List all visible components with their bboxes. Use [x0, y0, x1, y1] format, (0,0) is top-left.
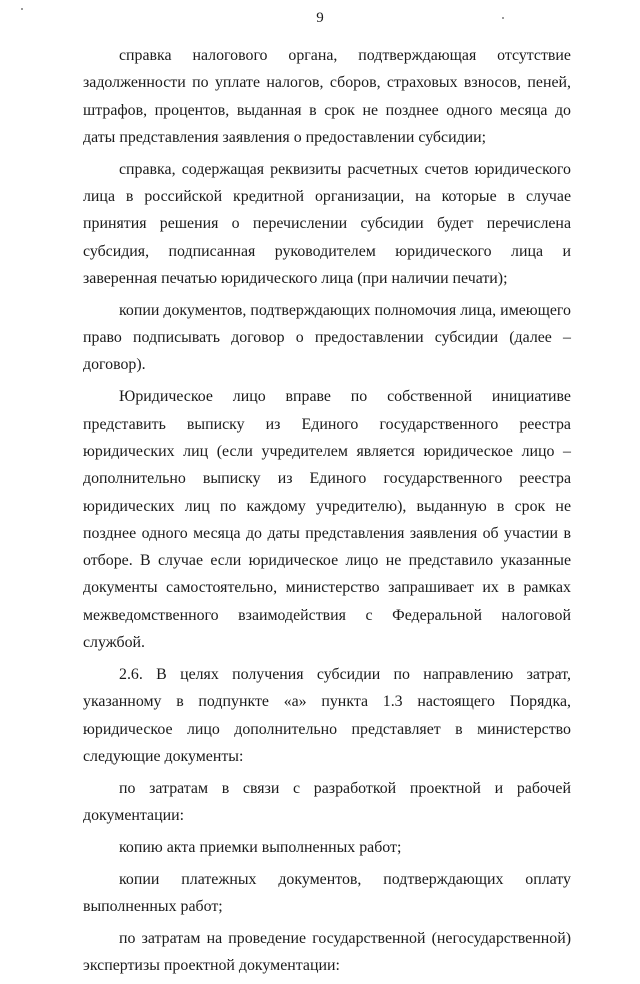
paragraph-authority-documents: копии документов, подтверждающих полномочия лица, имеющего право подписывать договор о предоставлении субсидии (далее – договор).	[83, 301, 571, 374]
paragraph-section-2-6: 2.6. В целях получения субсидии по направлению затрат, указанному в подпункте «а» пункта 1.3 настоящего Порядка, юридическое лицо дополнительно представляет в министерство следующие документы:	[83, 665, 571, 765]
page-number: 9	[316, 10, 324, 26]
paragraph-bank-account-certificate: справка, содержащая реквизиты расчетных счетов юридического лица в российской кредитной организации, на которые в случае принятия решения о перечислении субсидии будет перечислена субсидия, подписанная руководителем юридического лица и заверенная печатью юридического лица (при наличии печати);	[83, 160, 571, 287]
document-body	[83, 42, 571, 984]
paragraph-design-costs: по затратам в связи с разработкой проектной и рабочей документации:	[83, 779, 571, 824]
paragraph-acceptance-act: копию акта приемки выполненных работ;	[119, 838, 402, 856]
paragraph-tax-certificate: справка налогового органа, подтверждающая отсутствие задолженности по уплате налогов, сборов, страховых взносов, пеней, штрафов, процентов, выданная в срок не позднее одного месяца до даты представления заявления о предоставлении субсидии;	[83, 47, 571, 146]
paragraph-expertise-costs: по затратам на проведение государственной (негосударственной) экспертизы проектной документации:	[83, 929, 571, 975]
paragraph-payment-documents: копии платежных документов, подтверждающих оплату выполненных работ;	[83, 870, 571, 916]
paragraph-registry-extract: Юридическое лицо вправе по собственной инициативе представить выписку из Единого государственного реестра юридических лиц (если учредителем является юридическое лицо – дополнительно выписку из Единого государственного реестра юридических лиц по каждому учредителю), выданную в срок не позднее одного месяца до даты представления заявления об участии в отборе. В случае если юридическое лицо не представило указанные документы самостоятельно, министерство запрашивает их в рамках межведомственного взаимодействия с Федеральной налоговой службой.	[83, 388, 571, 652]
